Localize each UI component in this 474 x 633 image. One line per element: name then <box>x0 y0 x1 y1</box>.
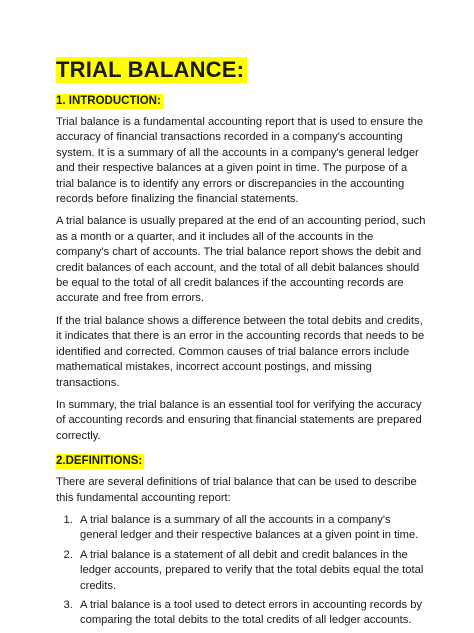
document-body <box>56 57 426 633</box>
document-title: TRIAL BALANCE: <box>56 57 247 83</box>
intro-paragraph: If the trial balance shows a difference between the total debits and credits, it indicates that there is an error in the accounting records that needs to be identified and corrected. Common causes of trial balance errors include mathematical mistakes, incorrect account postings, and missing transactions. <box>56 314 425 389</box>
definition-item: 2. A trial balance is a statement of all debit and credit balances in the ledger accounts, prepared to verify that the total debits equal the total credits. <box>76 548 426 594</box>
intro-paragraph: A trial balance is usually prepared at the end of an accounting period, such as a month or a quarter, and it includes all of the accounts in the company's chart of accounts. The trial balance report shows the debit and credit balances of each account, and the total of all debit balances should be equal to the total of all credit balances if the accounting records are accurate and free from errors. <box>56 215 426 305</box>
definitions-intro: There are several definitions of trial balance that can be used to describe this fundamental accounting report: <box>56 476 417 504</box>
intro-paragraph: In summary, the trial balance is an essential tool for verifying the accuracy of accounting records and ensuring that financial statements are prepared correctly. <box>56 398 422 442</box>
definition-item: 3. A trial balance is a tool used to detect errors in accounting records by comparing the total debits to the total credits of all ledger accounts. <box>76 598 426 629</box>
definitions-list <box>56 513 426 629</box>
definitions-heading: 2.DEFINITIONS: <box>56 455 143 468</box>
introduction-section <box>56 91 426 444</box>
definitions-section <box>56 451 426 629</box>
definition-item: 1. A trial balance is a summary of all the accounts in a company's general ledger and their respective balances at a given point in time. <box>76 513 426 544</box>
introduction-heading: 1. INTRODUCTION: <box>56 95 161 107</box>
intro-paragraph: Trial balance is a fundamental accounting report that is used to ensure the accuracy of financial transactions recorded in a company's accounting system. It is a summary of all the accounts in a company's general ledger and their respective balances at a given point in time. The purpose of a trial balance is to identify any errors or discrepancies in the accounting records before finalizing the financial statements. <box>56 116 424 206</box>
